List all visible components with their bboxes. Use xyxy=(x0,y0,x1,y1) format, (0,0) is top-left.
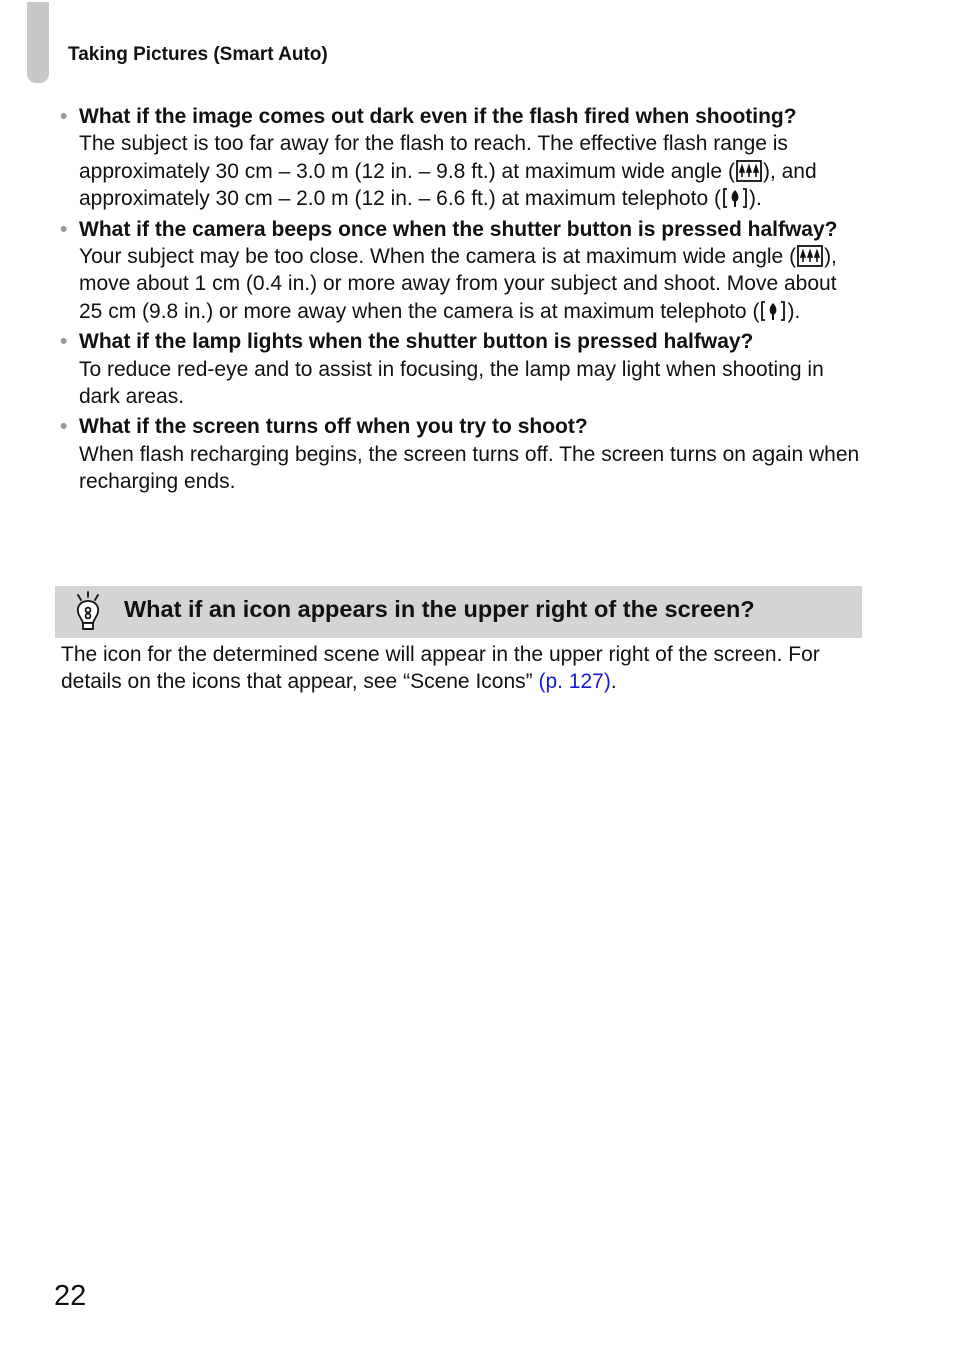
answer-text: ). xyxy=(748,187,762,211)
answer xyxy=(79,243,860,325)
wide-angle-icon xyxy=(736,160,762,182)
page-number: 22 xyxy=(54,1280,87,1312)
section-title: Taking Pictures (Smart Auto) xyxy=(68,44,328,65)
question: What if the image comes out dark even if the flash fired when shooting? xyxy=(79,105,797,128)
answer: To reduce red-eye and to assist in focusing, the lamp may light when shooting in dark areas. xyxy=(79,357,824,409)
bullet: • xyxy=(60,105,68,128)
tip-body-end: . xyxy=(610,670,617,694)
answer-text: ), move about 1 cm (0.4 in.) or more away from your subject and shoot. Move about 25 cm (9.8 in.) or more away when the camera is at maximum telephoto ( xyxy=(79,245,837,323)
wide-angle-icon xyxy=(797,245,823,267)
answer xyxy=(79,130,860,212)
answer-text: ). xyxy=(787,299,801,323)
question: What if the camera beeps once when the shutter button is pressed halfway? xyxy=(79,217,838,241)
telephoto-icon xyxy=(760,300,786,322)
qa-item xyxy=(60,103,860,213)
tip-body-text: The icon for the determined scene will appear in the upper right of the screen. For details on the icons that appear, see “Scene Icons” xyxy=(61,643,820,694)
qa-item xyxy=(60,413,860,495)
bullet: • xyxy=(60,415,68,439)
qa-list xyxy=(60,103,860,499)
tip-box xyxy=(55,586,862,638)
answer-text: The subject is too far away for the flash to reach. The effective flash range is approximately 30 cm – 3.0 m (12 in. – 9.8 ft.) at maximum wide angle ( xyxy=(79,132,788,183)
answer: When flash recharging begins, the screen turns off. The screen turns on again when recharging ends. xyxy=(79,442,860,494)
bullet: • xyxy=(60,330,68,354)
bullet: • xyxy=(60,217,68,241)
tip-body xyxy=(61,641,861,696)
page-reference-link[interactable]: (p. 127) xyxy=(538,670,611,694)
qa-item xyxy=(60,216,860,326)
section-tab xyxy=(27,2,49,83)
telephoto-icon xyxy=(722,187,748,209)
qa-item xyxy=(60,328,860,410)
question: What if the screen turns off when you try to shoot? xyxy=(79,415,588,439)
answer-text: Your subject may be too close. When the camera is at maximum wide angle ( xyxy=(79,245,797,269)
tip-title: What if an icon appears in the upper right of the screen? xyxy=(124,596,755,622)
question: What if the lamp lights when the shutter button is pressed halfway? xyxy=(79,330,754,354)
lightbulb-tip-icon xyxy=(71,590,105,636)
answer-text: ), and approximately 30 cm – 2.0 m (12 in. – 6.6 ft.) at maximum telephoto ( xyxy=(79,159,817,211)
